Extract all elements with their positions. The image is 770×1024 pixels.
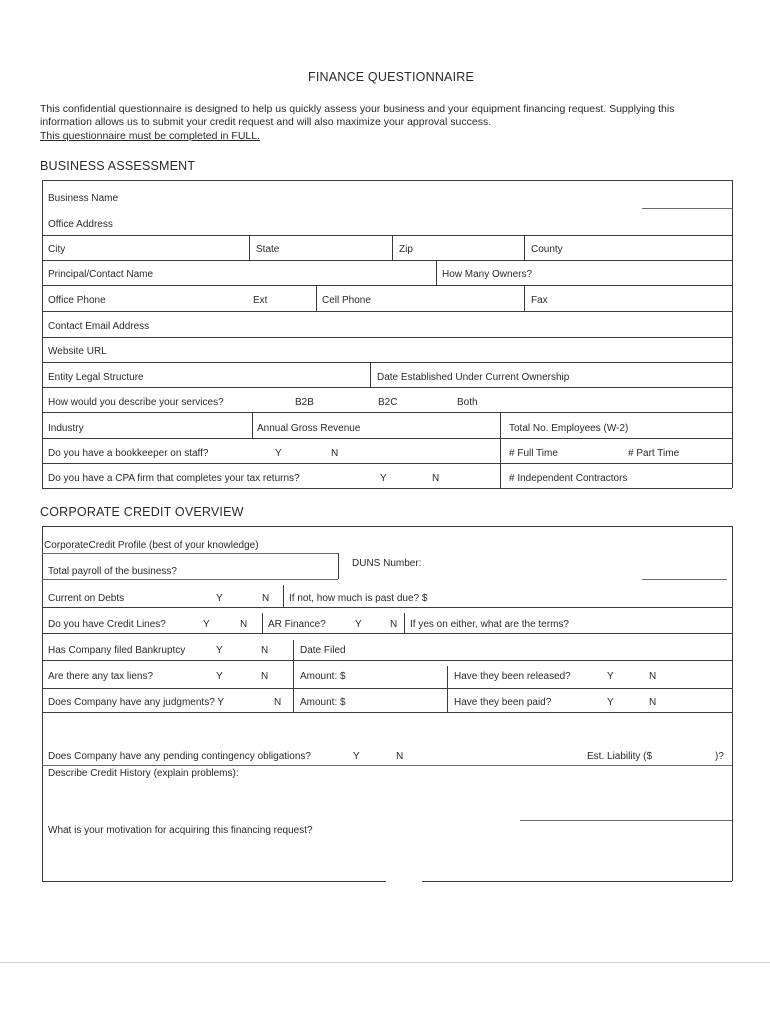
intro-line-2: information allows us to submit your credit request and will also maximize your approval success. — [40, 116, 492, 128]
bankruptcy-yes-option[interactable]: Y — [216, 645, 223, 656]
row-divider-bookkeeper — [42, 463, 732, 464]
bookkeeper-yes-option[interactable]: Y — [275, 448, 282, 459]
bankruptcy-label: Has Company filed Bankruptcy — [48, 645, 186, 656]
revenue-label: Annual Gross Revenue — [257, 423, 361, 434]
cpa-question: Do you have a CPA firm that completes your tax returns? — [48, 473, 300, 484]
contingency-question: Does Company have any pending contingency obligations? — [48, 751, 311, 762]
full-time-label: # Full Time — [509, 448, 558, 459]
tax-liens-no-option[interactable]: N — [261, 671, 269, 682]
row-divider-email — [42, 337, 732, 338]
paid-label: Have they been paid? — [454, 697, 552, 708]
liability-closing: )? — [715, 751, 724, 762]
divider-released-column — [447, 666, 448, 712]
divider-owners — [436, 260, 437, 285]
cpa-no-option[interactable]: N — [432, 473, 440, 484]
office-phone-label: Office Phone — [48, 295, 106, 306]
tax-liens-yes-option[interactable]: Y — [216, 671, 223, 682]
county-label: County — [531, 244, 563, 255]
ar-finance-no-option[interactable]: N — [390, 619, 398, 630]
paid-no-option[interactable]: N — [649, 697, 657, 708]
credit-box-top — [42, 526, 732, 527]
history-underline — [520, 820, 732, 821]
date-filed-label: Date Filed — [300, 645, 346, 656]
business-name-label: Business Name — [48, 193, 119, 204]
judgments-amount-label: Amount: $ — [300, 697, 346, 708]
business-box-right — [732, 180, 733, 488]
divider-past-due — [283, 585, 284, 607]
row-divider-liens — [42, 688, 732, 689]
row-divider-industry — [42, 438, 732, 439]
credit-box-bottom-left — [42, 881, 386, 882]
terms-label: If yes on either, what are the terms? — [410, 619, 569, 630]
current-debts-no-option[interactable]: N — [262, 593, 270, 604]
row-divider-credit-lines — [42, 633, 732, 634]
row-divider-bankruptcy — [42, 660, 732, 661]
credit-overview-heading: CORPORATE CREDIT OVERVIEW — [40, 505, 244, 519]
credit-lines-yes-option[interactable]: Y — [203, 619, 210, 630]
owners-label: How Many Owners? — [442, 269, 533, 280]
divider-revenue — [252, 412, 253, 438]
payroll-label: Total payroll of the business? — [48, 566, 177, 577]
ar-finance-yes-option[interactable]: Y — [355, 619, 362, 630]
employees-label: Total No. Employees (W-2) — [509, 423, 629, 434]
released-label: Have they been released? — [454, 671, 571, 682]
bookkeeper-no-option[interactable]: N — [331, 448, 339, 459]
page-title: FINANCE QUESTIONNAIRE — [308, 70, 475, 84]
liability-label: Est. Liability ($ — [587, 751, 653, 762]
judgments-no-option[interactable]: N — [274, 697, 282, 708]
cpa-yes-option[interactable]: Y — [380, 473, 387, 484]
website-label: Website URL — [48, 346, 107, 357]
contractors-label: # Independent Contractors — [509, 473, 628, 484]
divider-amount-column — [293, 640, 294, 712]
divider-state — [249, 235, 250, 260]
payroll-underline — [42, 579, 338, 580]
date-established-label: Date Established Under Current Ownership — [377, 372, 570, 383]
fax-label: Fax — [531, 295, 548, 306]
business-name-line — [642, 208, 732, 209]
divider-terms — [404, 613, 405, 633]
liens-amount-label: Amount: $ — [300, 671, 346, 682]
row-divider-entity — [42, 387, 732, 388]
divider-date-established — [370, 362, 371, 387]
divider-duns — [338, 553, 339, 579]
judgments-label: Does Company have any judgments? Y — [48, 697, 225, 708]
business-box-top — [42, 180, 732, 181]
principal-label: Principal/Contact Name — [48, 269, 154, 280]
services-question: How would you describe your services? — [48, 397, 224, 408]
office-address-label: Office Address — [48, 219, 113, 230]
row-divider-services — [42, 412, 732, 413]
row-divider-principal — [42, 285, 732, 286]
contingency-underline — [42, 765, 732, 766]
current-debts-label: Current on Debts — [48, 593, 125, 604]
released-yes-option[interactable]: Y — [607, 671, 614, 682]
bookkeeper-question: Do you have a bookkeeper on staff? — [48, 448, 209, 459]
divider-county — [524, 235, 525, 260]
industry-label: Industry — [48, 423, 84, 434]
row-divider-judgments — [42, 712, 732, 713]
divider-employees-column — [500, 412, 501, 488]
business-assessment-heading: BUSINESS ASSESSMENT — [40, 159, 196, 173]
credit-lines-label: Do you have Credit Lines? — [48, 619, 166, 630]
services-option-both[interactable]: Both — [457, 397, 478, 408]
business-box-bottom — [42, 488, 732, 489]
row-divider-website — [42, 362, 732, 363]
entity-label: Entity Legal Structure — [48, 372, 144, 383]
credit-history-label: Describe Credit History (explain problems): — [48, 768, 239, 779]
released-no-option[interactable]: N — [649, 671, 657, 682]
row-divider-city — [42, 260, 732, 261]
ext-label: Ext — [253, 295, 268, 306]
divider-zip — [392, 235, 393, 260]
city-label: City — [48, 244, 66, 255]
tax-liens-label: Are there any tax liens? — [48, 671, 154, 682]
cell-phone-label: Cell Phone — [322, 295, 371, 306]
email-label: Contact Email Address — [48, 321, 150, 332]
intro-line-1: This confidential questionnaire is designed to help us quickly assess your business and your equipment financing request. Supplying this — [40, 103, 675, 115]
row-divider-debts — [42, 607, 732, 608]
zip-label: Zip — [399, 244, 413, 255]
scan-edge-line — [0, 962, 770, 963]
intro-line-3: This questionnaire must be completed in FULL. — [40, 130, 261, 142]
part-time-label: # Part Time — [628, 448, 680, 459]
business-box-left — [42, 180, 43, 488]
profile-underline — [42, 553, 338, 554]
contingency-no-option[interactable]: N — [396, 751, 404, 762]
divider-cell — [316, 285, 317, 311]
row-divider-phone — [42, 311, 732, 312]
duns-underline — [642, 579, 727, 580]
current-debts-yes-option[interactable]: Y — [216, 593, 223, 604]
divider-fax — [524, 285, 525, 311]
credit-box-bottom-right — [422, 881, 732, 882]
ar-finance-label: AR Finance? — [268, 619, 326, 630]
paid-yes-option[interactable]: Y — [607, 697, 614, 708]
motivation-label: What is your motivation for acquiring this financing request? — [48, 825, 313, 836]
divider-ar-finance — [262, 613, 263, 633]
credit-profile-label: CorporateCredit Profile (best of your knowledge) — [44, 540, 259, 551]
services-option-b2b[interactable]: B2B — [295, 397, 314, 408]
bankruptcy-no-option[interactable]: N — [261, 645, 269, 656]
state-label: State — [256, 244, 280, 255]
contingency-yes-option[interactable]: Y — [353, 751, 360, 762]
row-divider-address — [42, 235, 732, 236]
credit-box-right — [732, 526, 733, 881]
past-due-label: If not, how much is past due? $ — [289, 593, 428, 604]
services-option-b2c[interactable]: B2C — [378, 397, 398, 408]
duns-label: DUNS Number: — [352, 558, 422, 569]
credit-lines-no-option[interactable]: N — [240, 619, 248, 630]
